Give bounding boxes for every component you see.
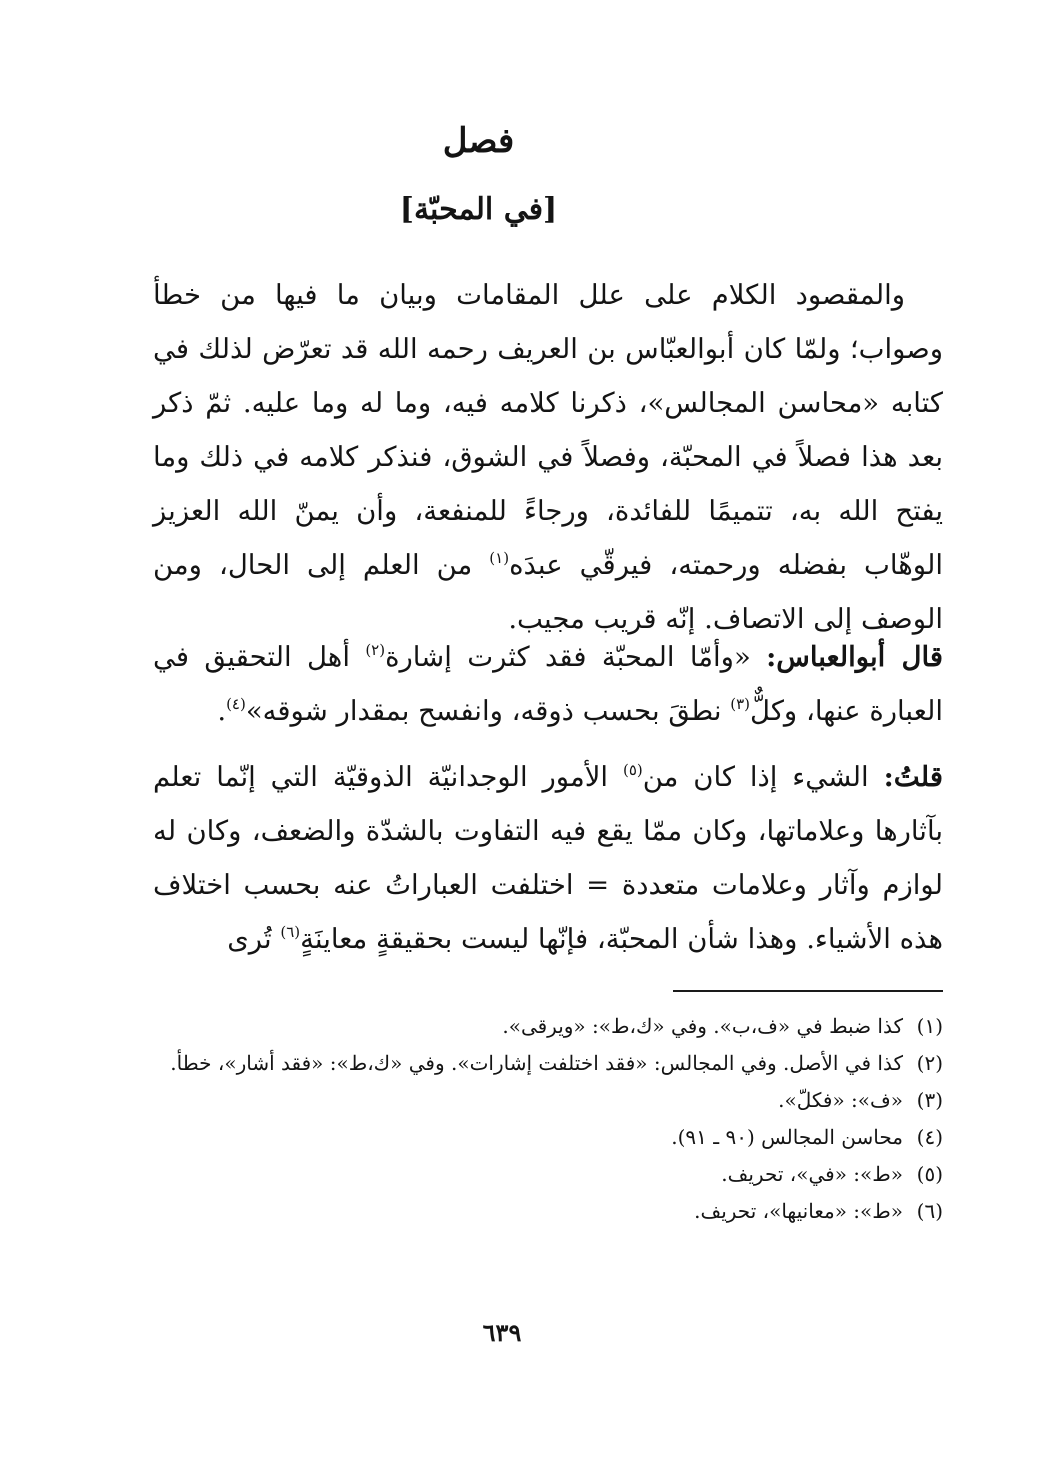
paragraph-quote-text-a: «وأمّا المحبّة فقد كثرت إشارة [385,641,767,673]
paragraph-intro [153,268,943,646]
footnote-text: «ط»: «في»، تحريف. [721,1162,903,1186]
footnote-ref-2: (٢) [365,641,386,659]
paragraph-quote [153,630,943,738]
footnote-item [153,1082,943,1119]
footnote-text: «ط»: «معانيها»، تحريف. [694,1199,903,1223]
footnote-number: (٤) [916,1125,943,1149]
footnotes-list [153,1008,943,1230]
footnote-item [153,1156,943,1193]
footnote-number: (٦) [916,1199,943,1223]
footnote-text: كذا ضبط في «ف،ب». وفي «ك،ط»: «ويرقى». [502,1014,903,1038]
footnote-ref-6: (٦) [280,923,301,941]
footnote-text: محاسن المجالس (٩٠ ـ ٩١). [671,1125,903,1149]
paragraph-intro-text-b: من العلم إلى الحال، ومن الوصف إلى الاتصاف. إنّه قريب مجيب. [153,549,943,635]
footnote-number: (٢) [916,1051,943,1075]
section-subtitle: [في المحبّة] [399,192,558,227]
footnote-ref-3: (٣) [730,695,751,713]
paragraph-commentary [153,750,943,966]
section-title: فصل [442,121,515,161]
paragraph-commentary-text-b: الأمور الوجدانيّة الذوقيّة التي إنّما تعلم بآثارها وعلاماتها، وكان ممّا يقع فيه التفاوت بالشدّة والضعف، وكان له لوازم وآثار وعلامات متعددة = اختلفت العباراتُ عنه بحسب اختلاف هذه الأشياء. وهذا شأن المحبّة، فإنّها ليست بحقيقةٍ معاينَةٍ [153,761,943,955]
footnote-item [153,1045,943,1082]
footnote-item [153,1193,943,1230]
footnote-divider [673,990,943,992]
footnote-ref-4: (٤) [226,695,246,713]
footnote-text: «ف»: «فكلّ». [778,1088,903,1112]
footnote-item [153,1008,943,1045]
paragraph-quote-text-c: نطقَ بحسب ذوقه، وانفسح بمقدار شوقه» [245,695,731,727]
paragraph-intro-text-a: والمقصود الكلام على علل المقامات وبيان ما فيها من خطأ وصواب؛ ولمّا كان أبوالعبّاس بن العريف رحمه الله قد تعرّض لذلك في كتابه «محاسن المجالس»، ذكرنا كلامه فيه، وما له وما عليه. ثمّ ذكر بعد هذا فصلاً في المحبّة، وفصلاً في الشوق، فنذكر كلامه في ذلك وما يفتح الله به، تتميمًا للفائدة، ورجاءً للمنفعة، وأن يمنّ الله العزيز الوهّاب بفضله ورحمته، فيرقّي عبدَه [153,279,943,581]
paragraph-quote-text-d: . [217,695,227,727]
footnote-ref-5: (٥) [622,761,643,779]
paragraph-commentary-lead: قلتُ: [883,761,943,793]
footnote-item [153,1119,943,1156]
paragraph-quote-lead: قال أبوالعباس: [766,641,943,673]
paragraph-quote-text-b: أهل التحقيق في العبارة عنها، وكلٌّ [153,641,943,727]
paragraph-commentary-text-a: الشيء إذا كان من [642,761,884,793]
footnote-text: كذا في الأصل. وفي المجالس: «فقد اختلفت إشارات». وفي «ك،ط»: «فقد أشار»، خطأ. [170,1051,903,1075]
footnote-number: (٣) [916,1088,943,1112]
paragraph-commentary-text-c: تُرى [227,923,281,955]
footnote-number: (٥) [916,1162,943,1186]
footnote-number: (١) [916,1014,943,1038]
footnote-ref-1: (١) [489,549,510,567]
page-number: ٦٣٩ [482,1318,522,1347]
